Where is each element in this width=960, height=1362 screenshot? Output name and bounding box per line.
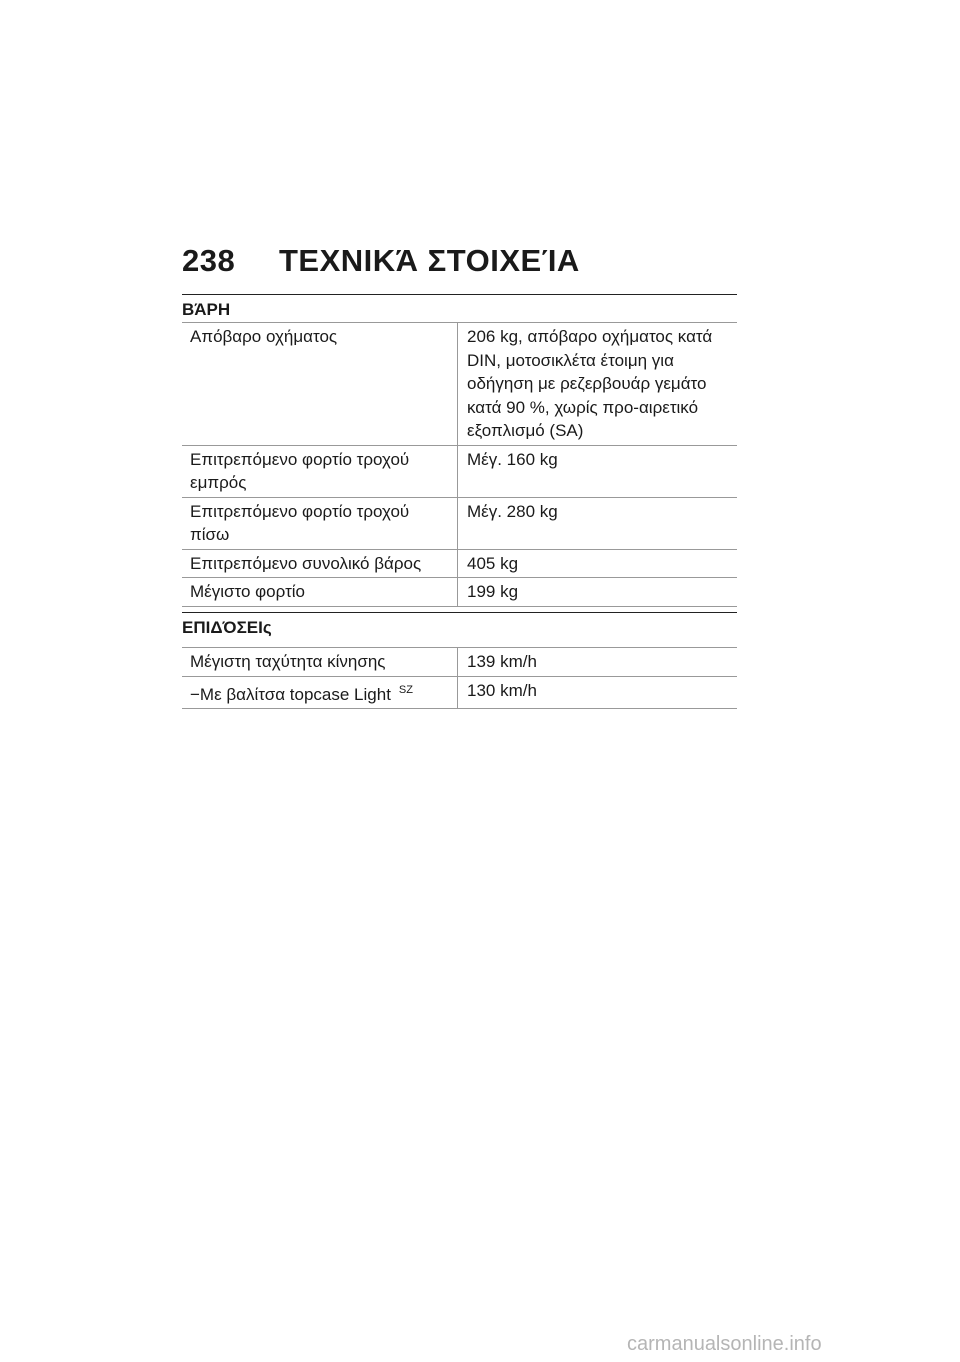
row-label: Μέγιστη ταχύτητα κίνησης <box>182 648 458 677</box>
section-title-weights: ΒΆΡΗ <box>182 294 737 322</box>
watermark: carmanualsonline.info <box>627 1333 822 1355</box>
table-row <box>182 676 737 709</box>
weights-table <box>182 322 737 607</box>
row-label: Επιτρεπόμενο φορτίο τροχού πίσω <box>182 497 458 549</box>
row-label: −Με βαλίτσα topcase Light <box>190 684 391 704</box>
page-number: 238 <box>182 243 236 278</box>
row-label-cell <box>182 676 458 709</box>
chapter-title: ΤΕΧΝΙΚΆ ΣΤΟΙΧΕΊΑ <box>279 243 580 278</box>
weights-section <box>182 294 737 607</box>
performance-section <box>182 612 737 709</box>
performance-table <box>182 647 737 709</box>
table-row <box>182 648 737 677</box>
row-value: 405 kg <box>458 549 738 578</box>
row-label: Επιτρεπόμενο φορτίο τροχού εμπρός <box>182 445 458 497</box>
equipment-code: SZ <box>398 683 413 696</box>
row-label: Επιτρεπόμενο συνολικό βάρος <box>182 549 458 578</box>
row-value: 206 kg, απόβαρο οχήματος κατά DIN, μοτοσικλέτα έτοιμη για οδήγηση με ρεζερβουάρ γεμάτο κατά 90 %, χωρίς προ-αιρετικό εξοπλισμό (SA) <box>458 323 738 446</box>
table-row <box>182 497 737 549</box>
row-value: 130 km/h <box>458 676 738 709</box>
row-label: Απόβαρο οχήματος <box>182 323 458 446</box>
table-row <box>182 323 737 446</box>
row-value: Μέγ. 160 kg <box>458 445 738 497</box>
table-row <box>182 445 737 497</box>
row-label: Μέγιστο φορτίο <box>182 578 458 607</box>
row-value: 199 kg <box>458 578 738 607</box>
page-header <box>182 243 580 279</box>
table-row <box>182 578 737 607</box>
section-title-performance: ΕΠΙΔΌΣΕΙς <box>182 612 737 640</box>
row-value: Μέγ. 280 kg <box>458 497 738 549</box>
table-row <box>182 549 737 578</box>
row-value: 139 km/h <box>458 648 738 677</box>
